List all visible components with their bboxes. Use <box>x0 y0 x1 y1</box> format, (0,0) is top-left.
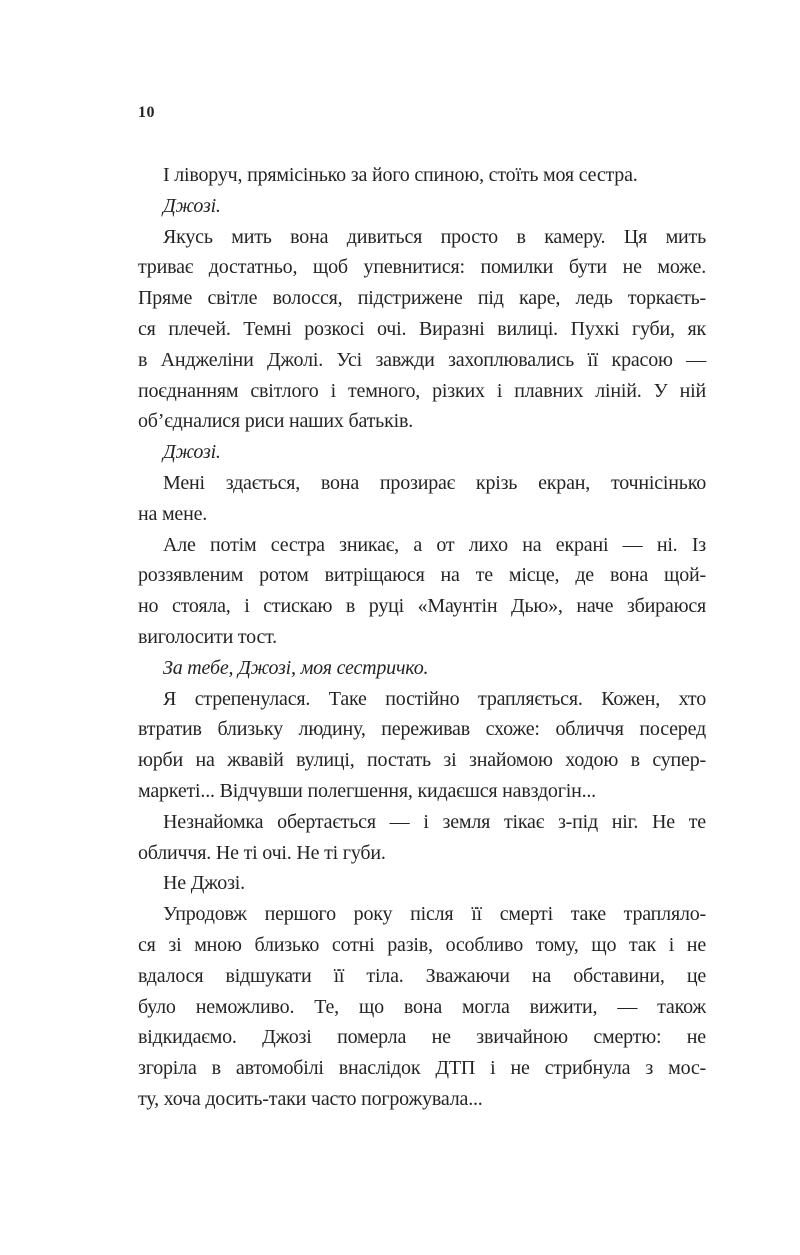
text-line: триває достатньо, щоб упевнитися: помилки бути не може. <box>138 256 706 279</box>
text-line: обличчя. Не ті очі. Не ті губи. <box>138 841 386 864</box>
text-line: Мені здається, вона прозирає крізь екран, точнісінько <box>163 471 706 494</box>
text-line: Джозі. <box>163 441 221 464</box>
text-line: Джозі. <box>163 194 221 217</box>
text-line: об’єдналися риси наших батьків. <box>138 410 413 433</box>
text-line: но стояла, і стискаю в руці «Маунтін Дью», наче збираюся <box>138 595 706 618</box>
text-block <box>138 160 706 1115</box>
text-line: вдалося відшукати її тіла. Зважаючи на обставини, це <box>138 964 706 987</box>
text-line: ся зі мною близько сотні разів, особливо тому, що так і не <box>138 933 706 956</box>
text-line: Але потім сестра зникає, а от лихо на екрані — ні. Із <box>163 533 706 556</box>
text-line: Пряме світле волосся, підстрижене під каре, ледь торкаєть- <box>138 287 706 310</box>
text-line: Не Джозі. <box>163 872 245 895</box>
text-line: Я стрепенулася. Таке постійно трапляється. Кожен, хто <box>163 687 706 710</box>
page-number: 10 <box>138 104 155 121</box>
text-line: згоріла в автомобілі внаслідок ДТП і не стрибнула з мос- <box>138 1057 706 1080</box>
text-line: на мене. <box>138 502 208 525</box>
text-line: маркеті... Відчувши полегшення, кидаєшся навздогін... <box>138 779 596 802</box>
text-line: було неможливо. Те, що вона могла вижити, — також <box>138 995 706 1018</box>
text-line: втратив близьку людину, переживав схоже: обличчя посеред <box>138 718 706 741</box>
text-line: ту, хоча досить-таки часто погрожувала... <box>138 1087 483 1110</box>
text-line: І ліворуч, прямісінько за його спиною, стоїть моя сестра. <box>163 164 638 186</box>
text-line: Незнайомка обертається — і земля тікає з-під ніг. Не те <box>163 810 706 833</box>
text-line: Якусь мить вона дивиться просто в камеру. Ця мить <box>163 225 706 248</box>
text-line: роззявленим ротом витріщаюся на те місце, де вона щой- <box>138 564 706 587</box>
text-line: юрби на жвавій вулиці, постать зі знайомою ходою в супер- <box>138 749 706 772</box>
text-line: поєднанням світлого і темного, різких і плавних ліній. У ній <box>138 379 706 402</box>
text-line: За тебе, Джозі, моя сестричко. <box>163 656 429 679</box>
text-line: ся плечей. Темні розкосі очі. Виразні вилиці. Пухкі губи, як <box>138 317 706 340</box>
text-line: виголосити тост. <box>138 625 277 648</box>
text-line: в Анджеліни Джолі. Усі завжди захоплювались її красою — <box>138 348 706 371</box>
text-line: відкидаємо. Джозі померла не звичайною смертю: не <box>138 1026 706 1049</box>
text-line: Упродовж першого року після її смерті таке трапляло- <box>163 903 706 926</box>
